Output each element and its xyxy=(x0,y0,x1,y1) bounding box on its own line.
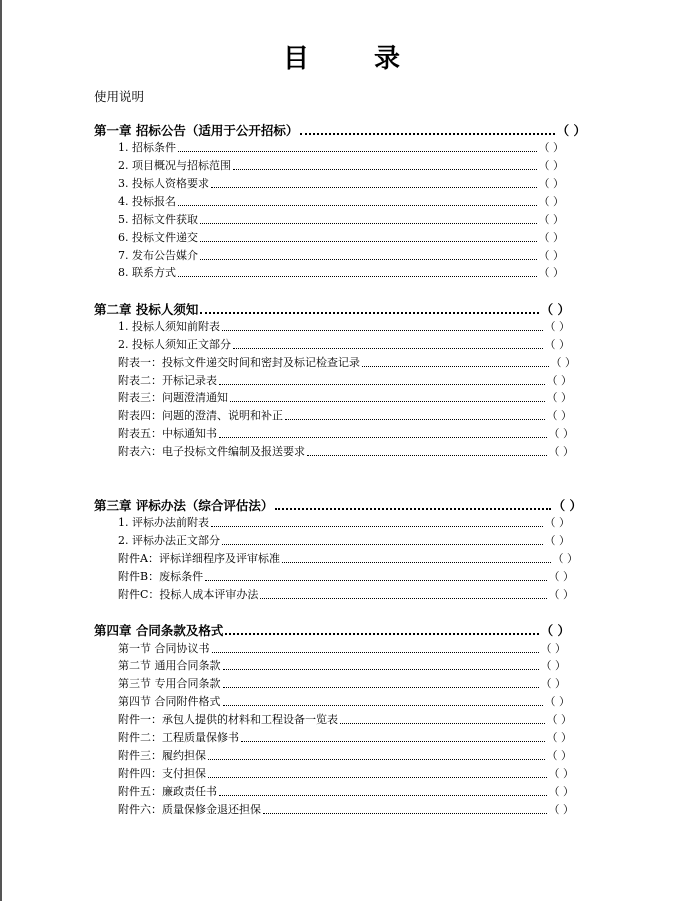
leader-dots xyxy=(260,589,546,599)
leader-dots xyxy=(340,714,545,724)
toc-item-label: 8. 联系方式 xyxy=(118,266,176,279)
toc-item-label: 附件B：废标条件 xyxy=(118,570,204,583)
toc-item-label: 附表一：投标文件递交时间和密封及标记检查记录 xyxy=(118,356,360,369)
toc-item-label: 附件四：支付担保 xyxy=(118,767,206,780)
page-number-placeholder: （ ） xyxy=(544,338,570,351)
page-number-placeholder: （ ） xyxy=(546,374,572,387)
toc-item[interactable] xyxy=(118,783,574,799)
toc-item-label: 1. 投标人须知前附表 xyxy=(118,320,220,333)
toc-item[interactable] xyxy=(118,729,572,745)
toc-chapter-2[interactable] xyxy=(94,300,570,316)
toc-item-label: 4. 投标报名 xyxy=(118,195,176,208)
chapter-4-heading: 第四章 合同条款及格式 xyxy=(94,623,224,637)
leader-dots xyxy=(300,124,554,135)
page-number-placeholder: （ ） xyxy=(538,141,564,154)
leader-dots xyxy=(282,553,551,563)
toc-item-label: 附件C：投标人成本评审办法 xyxy=(118,588,259,601)
leader-dots xyxy=(178,196,537,206)
toc-item-label: 第四节 合同附件格式 xyxy=(118,695,221,708)
leader-dots xyxy=(219,375,545,385)
chapter-2-heading: 第二章 投标人须知 xyxy=(94,302,199,316)
toc-item[interactable] xyxy=(118,372,572,388)
page-number-placeholder: （ ） xyxy=(540,642,566,655)
page-number-placeholder: （ ） xyxy=(548,427,574,440)
leader-dots xyxy=(223,696,543,706)
page-number-placeholder: （ ） xyxy=(546,713,572,726)
chapter-1-heading: 第一章 招标公告（适用于公开招标） xyxy=(94,123,299,137)
toc-item[interactable] xyxy=(118,675,566,691)
leader-dots xyxy=(208,750,545,760)
page-number-placeholder: （ ） xyxy=(540,677,566,690)
page-number-placeholder: （ ） xyxy=(546,409,572,422)
toc-item-label: 附件三：履约担保 xyxy=(118,749,206,762)
leader-dots xyxy=(241,732,545,742)
page-number-placeholder: （ ） xyxy=(546,749,572,762)
leader-dots xyxy=(230,392,545,402)
leader-dots xyxy=(362,357,549,367)
toc-item[interactable] xyxy=(118,229,564,245)
page-number-placeholder: （ ） xyxy=(538,159,564,172)
toc-item[interactable] xyxy=(118,640,566,656)
toc-item[interactable] xyxy=(118,711,572,727)
page-number-placeholder: （ ） xyxy=(548,803,574,816)
toc-item-label: 附件五：廉政责任书 xyxy=(118,785,217,798)
leader-dots xyxy=(233,339,543,349)
page-number-placeholder: （ ） xyxy=(538,231,564,244)
toc-item[interactable] xyxy=(118,693,570,709)
page-number-placeholder: （ ） xyxy=(538,249,564,262)
toc-item[interactable] xyxy=(118,568,574,584)
toc-item[interactable] xyxy=(118,425,574,441)
toc-chapter-4[interactable] xyxy=(94,621,570,637)
leader-dots xyxy=(285,410,545,420)
toc-item-label: 2. 项目概况与招标范围 xyxy=(118,159,231,172)
leader-dots xyxy=(212,643,539,653)
leader-dots xyxy=(200,250,537,260)
leader-dots xyxy=(223,678,539,688)
leader-dots xyxy=(211,517,543,527)
leader-dots xyxy=(208,768,547,778)
toc-item-label: 6. 投标文件递交 xyxy=(118,231,198,244)
toc-item-label: 3. 投标人资格要求 xyxy=(118,177,209,190)
page-number-placeholder: （ ） xyxy=(538,177,564,190)
toc-item[interactable] xyxy=(118,532,570,548)
toc-item[interactable] xyxy=(118,765,574,781)
toc-item-label: 5. 招标文件获取 xyxy=(118,213,198,226)
toc-item[interactable] xyxy=(118,336,570,352)
leader-dots xyxy=(205,571,546,581)
page-number-placeholder: （ ） xyxy=(548,785,574,798)
toc-item-label: 第三节 专用合同条款 xyxy=(118,677,221,690)
leader-dots xyxy=(275,499,550,510)
toc-chapter-1[interactable] xyxy=(94,121,586,137)
page-number-placeholder: （ ） xyxy=(540,623,570,637)
leader-dots xyxy=(200,214,537,224)
toc-item-label: 2. 投标人须知正文部分 xyxy=(118,338,231,351)
page-number-placeholder: （ ） xyxy=(538,213,564,226)
page-number-placeholder: （ ） xyxy=(546,731,572,744)
leader-dots xyxy=(211,178,537,188)
leader-dots xyxy=(222,321,543,331)
toc-item-label: 1. 招标条件 xyxy=(118,141,176,154)
toc-item-label: 附件二：工程质量保修书 xyxy=(118,731,239,744)
leader-dots xyxy=(307,446,547,456)
leader-dots xyxy=(222,535,543,545)
toc-item[interactable] xyxy=(118,550,578,566)
toc-item[interactable] xyxy=(118,657,566,673)
page-number-placeholder: （ ） xyxy=(538,266,564,279)
leader-dots xyxy=(223,660,539,670)
page-number-placeholder: （ ） xyxy=(544,320,570,333)
page-number-placeholder: （ ） xyxy=(552,552,578,565)
toc-item-label: 第二节 通用合同条款 xyxy=(118,659,221,672)
toc-item-label: 1. 评标办法前附表 xyxy=(118,516,209,529)
page-number-placeholder: （ ） xyxy=(548,588,574,601)
page-title: 目 录 xyxy=(282,44,429,74)
toc-item-label: 附表五：中标通知书 xyxy=(118,427,217,440)
toc-item-label: 附件六：质量保修金退还担保 xyxy=(118,803,261,816)
toc-item-label: 附表六：电子投标文件编制及报送要求 xyxy=(118,445,305,458)
toc-chapter-3[interactable] xyxy=(94,496,582,512)
leader-dots xyxy=(219,428,547,438)
leader-dots xyxy=(178,267,537,277)
leader-dots xyxy=(200,232,537,242)
page-number-placeholder: （ ） xyxy=(550,356,576,369)
toc-item[interactable] xyxy=(118,247,564,263)
toc-item-label: 附件A：评标详细程序及评审标准 xyxy=(118,552,280,565)
toc-item-label: 附表三：问题澄清通知 xyxy=(118,391,228,404)
toc-item[interactable] xyxy=(118,407,572,423)
leader-dots xyxy=(263,804,547,814)
page-number-placeholder: （ ） xyxy=(548,570,574,583)
toc-item[interactable] xyxy=(118,514,570,530)
toc-item-label: 附件一：承包人提供的材料和工程设备一览表 xyxy=(118,713,338,726)
leader-dots xyxy=(233,160,537,170)
page-number-placeholder: （ ） xyxy=(538,195,564,208)
page-number-placeholder: （ ） xyxy=(544,695,570,708)
toc-item[interactable] xyxy=(118,157,564,173)
toc-item[interactable] xyxy=(118,586,574,602)
toc-item[interactable] xyxy=(118,389,572,405)
page-number-placeholder: （ ） xyxy=(540,302,570,316)
page-number-placeholder: （ ） xyxy=(544,534,570,547)
toc-item-label: 2. 评标办法正文部分 xyxy=(118,534,220,547)
page-number-placeholder: （ ） xyxy=(556,123,586,137)
toc-item[interactable] xyxy=(118,443,574,459)
toc-item-label: 第一节 合同协议书 xyxy=(118,642,210,655)
leader-dots xyxy=(178,142,537,152)
leader-dots xyxy=(219,786,547,796)
page-number-placeholder: （ ） xyxy=(544,516,570,529)
page-number-placeholder: （ ） xyxy=(548,445,574,458)
toc-item-label: 附表二：开标记录表 xyxy=(118,374,217,387)
toc-item[interactable] xyxy=(118,801,574,817)
toc-item-label: 附表四：问题的澄清、说明和补正 xyxy=(118,409,283,422)
page-number-placeholder: （ ） xyxy=(552,498,582,512)
usage-notes-entry[interactable]: 使用说明 xyxy=(94,89,145,104)
chapter-3-heading: 第三章 评标办法（综合评估法） xyxy=(94,498,274,512)
toc-item[interactable] xyxy=(118,139,564,155)
toc-item[interactable] xyxy=(118,211,564,227)
toc-item[interactable] xyxy=(118,318,570,334)
toc-item[interactable] xyxy=(118,193,564,209)
toc-item[interactable] xyxy=(118,354,576,370)
page-number-placeholder: （ ） xyxy=(546,391,572,404)
toc-item[interactable] xyxy=(118,175,564,191)
page-number-placeholder: （ ） xyxy=(540,659,566,672)
page-number-placeholder: （ ） xyxy=(548,767,574,780)
leader-dots xyxy=(225,624,538,635)
toc-item[interactable] xyxy=(118,264,564,280)
toc-item-label: 7. 发布公告媒介 xyxy=(118,249,198,262)
toc-item[interactable] xyxy=(118,747,572,763)
leader-dots xyxy=(200,303,538,314)
